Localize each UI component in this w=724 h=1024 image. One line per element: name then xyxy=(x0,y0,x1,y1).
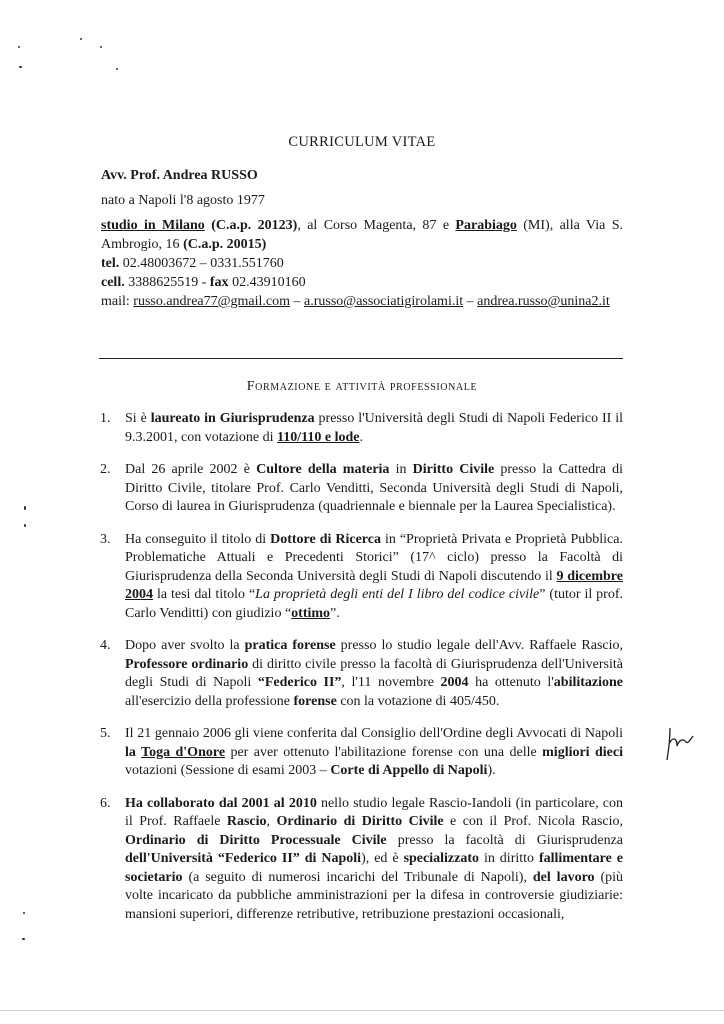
item-bold: abilitazione xyxy=(553,675,624,690)
item-text: Dal 26 aprile 2002 è xyxy=(125,462,257,477)
scan-speck xyxy=(24,524,26,527)
item-number: 5. xyxy=(100,726,111,741)
item-text: in xyxy=(389,462,413,477)
studio-milano-cap: (C.a.p. 20123) xyxy=(211,218,298,233)
cell-fax-line xyxy=(101,273,623,292)
scan-speck xyxy=(116,68,118,70)
item-text: la tesi dal titolo “ xyxy=(153,587,256,602)
scan-speck xyxy=(23,912,25,914)
tel-label: tel. xyxy=(101,256,120,271)
item-bold: Ordinario di Diritto Civile xyxy=(276,814,444,829)
birth-info: nato a Napoli l'8 agosto 1977 xyxy=(101,193,265,208)
item-bold: Ha collaborato dal 2001 al 2010 xyxy=(125,795,317,811)
item-text: e con il Prof. Nicola Rascio, xyxy=(443,814,624,829)
page-bottom-edge xyxy=(0,1010,724,1011)
studio-parabiago-address: (MI), alla Via S. Ambrogio, 16 xyxy=(101,218,623,252)
item-text: Si è xyxy=(125,411,151,426)
item-text: presso la Cattedra di Diritto Civile, titolare Prof. Carlo Venditti, Seconda Università degli Studi di Napoli, Corso di laurea in Giurisprudenza (quadriennale e biennale per la Laurea Specialistica). xyxy=(125,462,624,514)
section-divider xyxy=(99,358,623,359)
item-bold: Dottore di Ricerca xyxy=(270,531,381,547)
item-bold: 9 dicembre 2004 xyxy=(125,568,623,602)
scan-speck xyxy=(24,506,26,510)
item-bold: “Federico II” xyxy=(257,675,342,690)
item-text: in diritto xyxy=(478,851,539,866)
section-title xyxy=(0,378,724,395)
scan-speck xyxy=(19,66,22,68)
item-number: 1. xyxy=(100,411,111,426)
list-item xyxy=(97,461,623,517)
item-bold: dell'Università “Federico II” di Napoli xyxy=(125,851,362,866)
mail-label: mail: xyxy=(101,294,134,309)
mail-separator: – xyxy=(290,294,305,309)
item-bold: la xyxy=(125,744,142,760)
item-text: in “Proprietà Privata e Proprietà Pubblica. Problematiche Attuali e Precedenti Storici” (17^ ciclo) presso la Facoltà di Giurisprudenza della Seconda Università degli Studi di Napoli discutendo il xyxy=(125,531,623,584)
item-number: 4. xyxy=(100,638,111,653)
item-text: Il 21 gennaio 2006 gli viene conferita dal Consiglio dell'Ordine degli Avvocati di Napoli xyxy=(125,726,623,741)
item-italic: La proprietà degli enti del I libro del codice civile xyxy=(255,587,540,602)
item-bold: Cultore della materia xyxy=(256,462,390,477)
item-text: presso la facoltà di Giurisprudenza xyxy=(386,832,623,848)
item-text: (più volte incaricato da pubbliche amministrazioni per la difesa in controversie giudiziarie: mansioni superiori, differenze retributive, retribuzione prestazioni occasionali, xyxy=(125,869,623,922)
item-bold: Diritto Civile xyxy=(412,462,495,477)
studio-milano-label: studio in Milano xyxy=(101,218,205,233)
scan-speck xyxy=(80,38,82,40)
item-text: con la votazione di 405/450. xyxy=(336,693,500,709)
item-bold: Rascio xyxy=(226,814,267,829)
item-text: ), ed è xyxy=(361,851,404,866)
item-text: nello studio legale Rascio-Iandoli (in particolare, con il Prof. Raffaele xyxy=(125,795,623,829)
handwritten-initials-icon xyxy=(664,724,694,764)
item-bold: Toga d'Onore xyxy=(141,744,226,760)
item-bold: 2004 xyxy=(440,675,469,690)
item-bold: migliori dieci xyxy=(542,744,623,760)
item-text: (a seguito di numerosi incarichi del Tribunale di Napoli), xyxy=(182,869,533,885)
section-title-text: Formazione e attività professionale xyxy=(246,379,478,394)
email-link-1[interactable]: russo.andrea77@gmail.com xyxy=(133,294,291,309)
list-item xyxy=(97,725,623,781)
item-bold: pratica forense xyxy=(244,638,336,653)
item-bold: Ordinario di Diritto Processuale Civile xyxy=(125,832,387,848)
studio-milano-address: , al Corso Magenta, 87 e xyxy=(297,218,456,233)
list-item xyxy=(97,410,623,447)
item-text: . xyxy=(359,429,363,445)
item-text: Dopo aver svolto la xyxy=(125,638,245,653)
scan-speck xyxy=(22,938,25,940)
item-text: Ha conseguito il titolo di xyxy=(125,531,271,547)
item-bold: fallimentare e societario xyxy=(125,851,623,885)
list-item xyxy=(97,531,623,624)
fax-number: 02.43910160 xyxy=(228,275,306,290)
item-text: votazioni (Sessione di esami 2003 – xyxy=(125,763,331,778)
item-text: , l'11 novembre xyxy=(341,675,441,690)
item-text: ha ottenuto l' xyxy=(468,675,554,690)
personal-info xyxy=(101,166,623,311)
email-link-2[interactable]: a.russo@associatigirolami.it xyxy=(304,294,464,309)
fax-label: fax xyxy=(209,275,229,290)
item-text: ”. xyxy=(330,605,340,621)
item-text: per aver ottenuto l'abilitazione forense con una delle xyxy=(225,744,543,760)
item-bold: Corte di Appello di Napoli xyxy=(330,763,488,778)
cell-number: 3388625519 - xyxy=(124,275,210,290)
list-item xyxy=(97,637,623,711)
item-text: presso lo studio legale dell'Avv. Raffaele Rascio, xyxy=(335,638,624,653)
scan-speck xyxy=(18,46,20,48)
scan-speck xyxy=(100,46,102,48)
phone-line xyxy=(101,254,623,273)
item-bold: del lavoro xyxy=(532,869,595,885)
item-text: , xyxy=(266,814,277,829)
item-number: 6. xyxy=(100,795,111,811)
mail-line xyxy=(101,292,623,311)
studio-parabiago-label: Parabiago xyxy=(455,218,517,233)
item-bold: Professore ordinario xyxy=(125,656,249,672)
item-text: ” (tutor il prof. Carlo Venditti) con giudizio “ xyxy=(125,587,624,621)
item-bold: ottimo xyxy=(291,605,331,621)
item-text: presso l'Università degli Studi di Napoli Federico II il 9.3.2001, con votazione di xyxy=(125,411,623,445)
tel-numbers: 02.48003672 – 0331.551760 xyxy=(119,256,284,271)
item-bold: forense xyxy=(293,693,337,709)
item-text: di diritto civile presso la facoltà di Giurisprudenza dell'Università degli Studi di Napoli xyxy=(125,656,623,690)
item-bold: laureato in Giurisprudenza xyxy=(150,411,315,426)
studio-parabiago-cap: (C.a.p. 20015) xyxy=(183,237,267,252)
document-title: CURRICULUM VITAE xyxy=(288,134,436,150)
item-bold: specializzato xyxy=(403,851,479,866)
career-list xyxy=(97,410,623,924)
mail-separator: – xyxy=(463,294,478,309)
item-number: 2. xyxy=(100,462,111,477)
person-name: Avv. Prof. Andrea RUSSO xyxy=(101,168,258,183)
list-item xyxy=(97,795,623,925)
item-number: 3. xyxy=(100,531,111,547)
item-text: ). xyxy=(487,763,496,778)
item-bold: 110/110 e lode xyxy=(277,429,360,445)
email-link-3[interactable]: andrea.russo@unina2.it xyxy=(477,294,610,309)
item-text: all'esercizio della professione xyxy=(125,693,294,709)
cell-label: cell. xyxy=(101,275,125,290)
studio-address xyxy=(101,216,623,254)
